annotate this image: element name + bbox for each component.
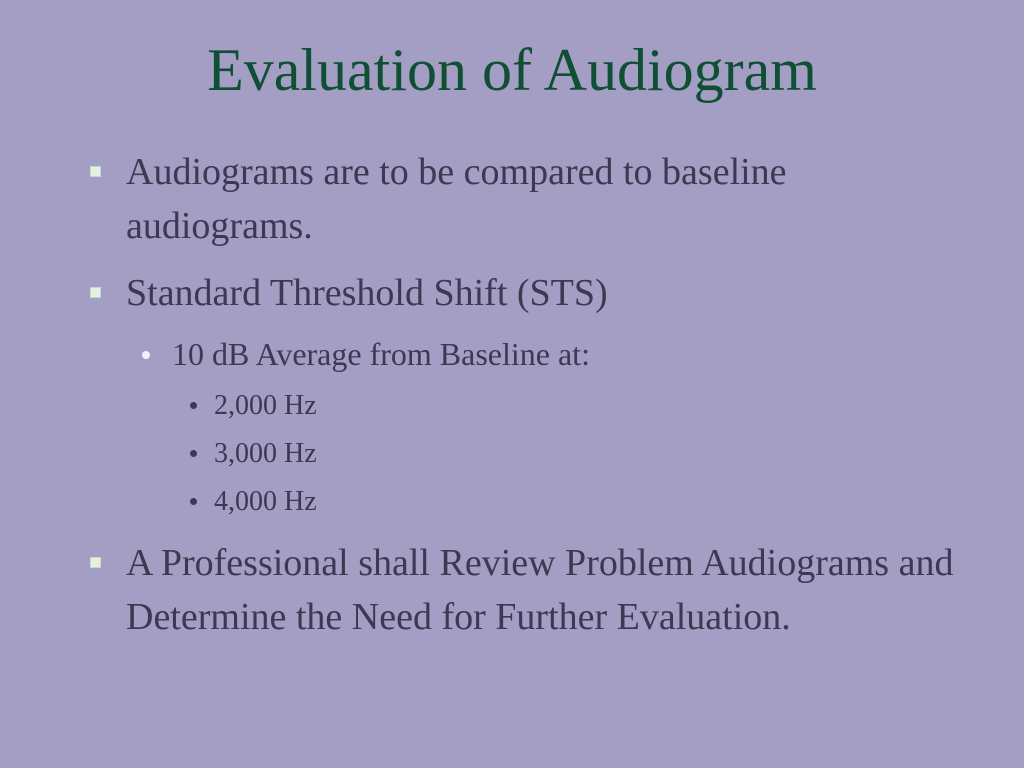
frequency-item-4000: [190, 483, 950, 521]
frequency-text-3000: 3,000 Hz: [214, 438, 317, 469]
frequency-text-2000: 2,000 Hz: [214, 390, 317, 421]
dot-bullet-icon: [190, 498, 197, 505]
bullet-item-1: [90, 145, 970, 253]
bullet-item-2: [90, 266, 970, 320]
bullet-text-3: A Professional shall Review Problem Audiograms and Determine the Need for Further Evaluation.: [126, 542, 954, 638]
square-bullet-icon: [90, 166, 101, 177]
bullet-text-1: Audiograms are to be compared to baseline audiograms.: [126, 151, 787, 247]
sub-bullet-text: 10 dB Average from Baseline at:: [172, 336, 590, 372]
frequency-text-4000: 4,000 Hz: [214, 486, 317, 517]
dot-bullet-icon: [190, 450, 197, 457]
dot-bullet-icon: [190, 402, 197, 409]
frequency-item-2000: [190, 387, 950, 425]
bullet-item-3: [90, 536, 970, 644]
square-bullet-icon: [90, 557, 101, 568]
dot-bullet-icon: [142, 351, 150, 359]
slide-title: Evaluation of Audiogram: [207, 37, 817, 103]
square-bullet-icon: [90, 287, 101, 298]
frequency-item-3000: [190, 435, 950, 473]
sub-bullet-item: [142, 332, 962, 376]
bullet-text-2: Standard Threshold Shift (STS): [126, 272, 608, 314]
